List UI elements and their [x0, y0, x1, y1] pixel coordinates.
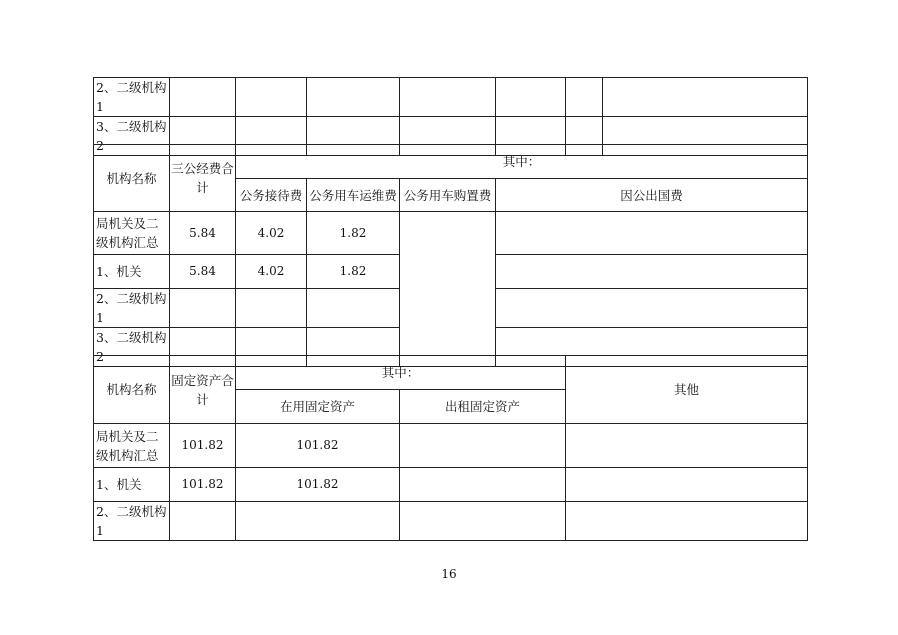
total-cell — [170, 289, 236, 328]
vehicle-maintenance-cell — [307, 289, 400, 328]
total-cell: 5.84 — [170, 212, 236, 255]
table-row — [94, 78, 808, 117]
overseas-cell — [496, 255, 808, 289]
in-use-header: 在用固定资产 — [236, 390, 400, 424]
header-row — [94, 356, 808, 390]
of-which-header: 其中： — [236, 145, 808, 179]
org-name-header: 机构名称 — [94, 145, 170, 212]
org-name-cell: 3、二级机构2 — [94, 117, 170, 156]
org-name-cell: 1、机关 — [94, 468, 170, 502]
leased-cell — [400, 468, 566, 502]
vehicle-maintenance-header: 公务用车运维费 — [307, 179, 400, 212]
org-name-cell: 局机关及二级机构汇总 — [94, 424, 170, 468]
empty-cell — [496, 78, 566, 117]
org-name-cell: 2、二级机构1 — [94, 78, 170, 117]
other-cell — [566, 502, 808, 541]
reception-cell: 4.02 — [236, 255, 307, 289]
empty-cell — [603, 78, 808, 117]
total-cell: 101.82 — [170, 468, 236, 502]
empty-cell — [307, 78, 400, 117]
table-row — [94, 424, 808, 468]
reception-header: 公务接待费 — [236, 179, 307, 212]
vehicle-purchase-header: 公务用车购置费 — [400, 179, 496, 212]
header-row — [94, 145, 808, 179]
fixed-assets-table — [93, 355, 808, 541]
vehicle-purchase-cell — [400, 212, 496, 367]
other-cell — [566, 424, 808, 468]
vehicle-maintenance-cell: 1.82 — [307, 255, 400, 289]
table-row — [94, 212, 808, 255]
three-public-expenses-table — [93, 144, 808, 367]
reception-cell — [236, 289, 307, 328]
org-name-cell: 局机关及二级机构汇总 — [94, 212, 170, 255]
org-name-cell: 2、二级机构1 — [94, 502, 170, 541]
vehicle-maintenance-cell: 1.82 — [307, 212, 400, 255]
reception-cell: 4.02 — [236, 212, 307, 255]
org-name-cell: 3、二级机构2 — [94, 328, 170, 367]
total-cell: 5.84 — [170, 255, 236, 289]
total-cell: 101.82 — [170, 424, 236, 468]
empty-cell — [566, 78, 603, 117]
total-header: 固定资产合计 — [170, 356, 236, 424]
page-number: 16 — [441, 567, 457, 581]
overseas-cell — [496, 212, 808, 255]
leased-cell — [400, 424, 566, 468]
overseas-header: 因公出国费 — [496, 179, 808, 212]
in-use-cell — [236, 502, 400, 541]
in-use-cell: 101.82 — [236, 424, 400, 468]
of-which-header: 其中： — [236, 356, 566, 390]
org-name-cell: 1、机关 — [94, 255, 170, 289]
overseas-cell — [496, 289, 808, 328]
org-name-cell: 2、二级机构1 — [94, 289, 170, 328]
other-header: 其他 — [566, 356, 808, 424]
empty-cell — [170, 78, 236, 117]
leased-cell — [400, 502, 566, 541]
org-name-header: 机构名称 — [94, 356, 170, 424]
leased-header: 出租固定资产 — [400, 390, 566, 424]
table-row — [94, 502, 808, 541]
empty-cell — [400, 78, 496, 117]
in-use-cell: 101.82 — [236, 468, 400, 502]
total-cell — [170, 502, 236, 541]
empty-cell — [236, 78, 307, 117]
other-cell — [566, 468, 808, 502]
table-row — [94, 468, 808, 502]
total-header: 三公经费合计 — [170, 145, 236, 212]
